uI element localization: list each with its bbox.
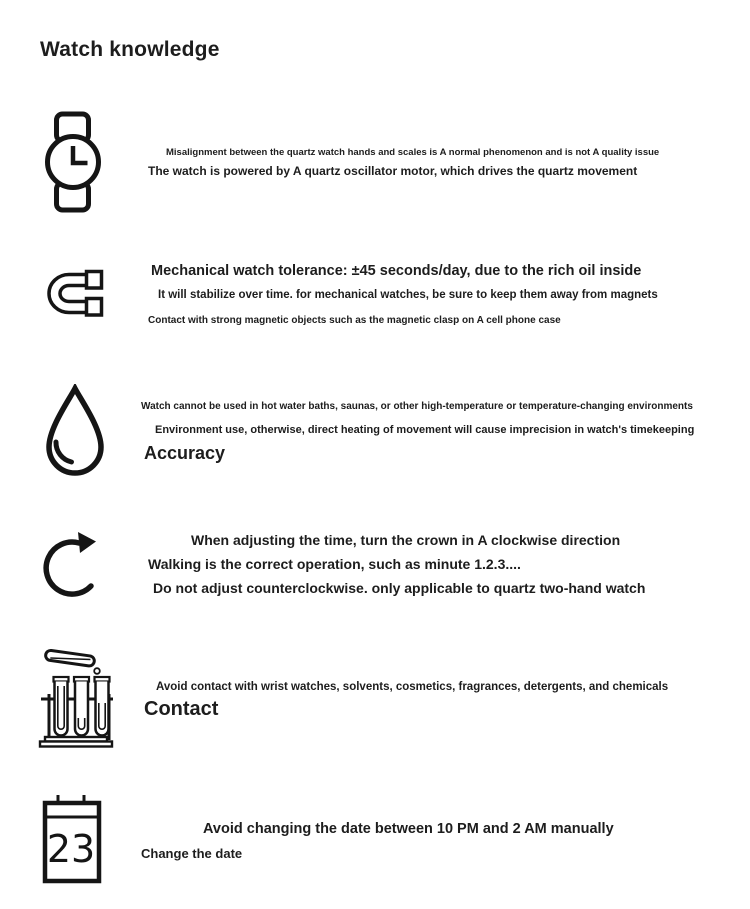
environment-use-line: Environment use, otherwise, direct heating of movement will cause imprecision in watch's timekeeping [155, 424, 695, 436]
counterclockwise-warning-line: Do not adjust counterclockwise. only applicable to quartz two-hand watch [153, 580, 646, 596]
clockwise-arrow-icon [42, 526, 106, 604]
crown-clockwise-heading: When adjusting the time, turn the crown in A clockwise direction [191, 532, 621, 548]
avoid-chemicals-note: Avoid contact with wrist watches, solvents, cosmetics, fragrances, detergents, and chemicals [156, 681, 669, 693]
date-change-heading: Avoid changing the date between 10 PM and 2 AM manually [203, 821, 614, 837]
water-drop-icon [40, 384, 110, 479]
tolerance-heading: Mechanical watch tolerance: ±45 seconds/day, due to the rich oil inside [151, 263, 642, 279]
correct-operation-line: Walking is the correct operation, such as minute 1.2.3.... [148, 556, 521, 572]
accuracy-heading: Accuracy [144, 443, 226, 463]
wristwatch-icon [44, 111, 102, 213]
quartz-movement-heading: The watch is powered by A quartz oscillator motor, which drives the quartz movement [148, 164, 638, 178]
test-tubes-icon [37, 646, 115, 748]
calendar-icon [41, 795, 103, 885]
calendar-day-number: 23 [46, 827, 96, 871]
magnet-warning-line: It will stabilize over time. for mechanical watches, be sure to keep them away from magnets [158, 289, 658, 301]
page-title: Watch knowledge [40, 38, 220, 61]
magnet-icon [42, 265, 106, 322]
change-date-label: Change the date [141, 846, 243, 861]
quartz-misalignment-note: Misalignment between the quartz watch hands and scales is A normal phenomenon and is not A quality issue [166, 147, 660, 158]
contact-heading: Contact [144, 698, 219, 720]
hot-water-warning-note: Watch cannot be used in hot water baths, saunas, or other high-temperature or temperature-changing environments [141, 401, 693, 412]
magnet-contact-note: Contact with strong magnetic objects such as the magnetic clasp on A cell phone case [148, 315, 561, 326]
